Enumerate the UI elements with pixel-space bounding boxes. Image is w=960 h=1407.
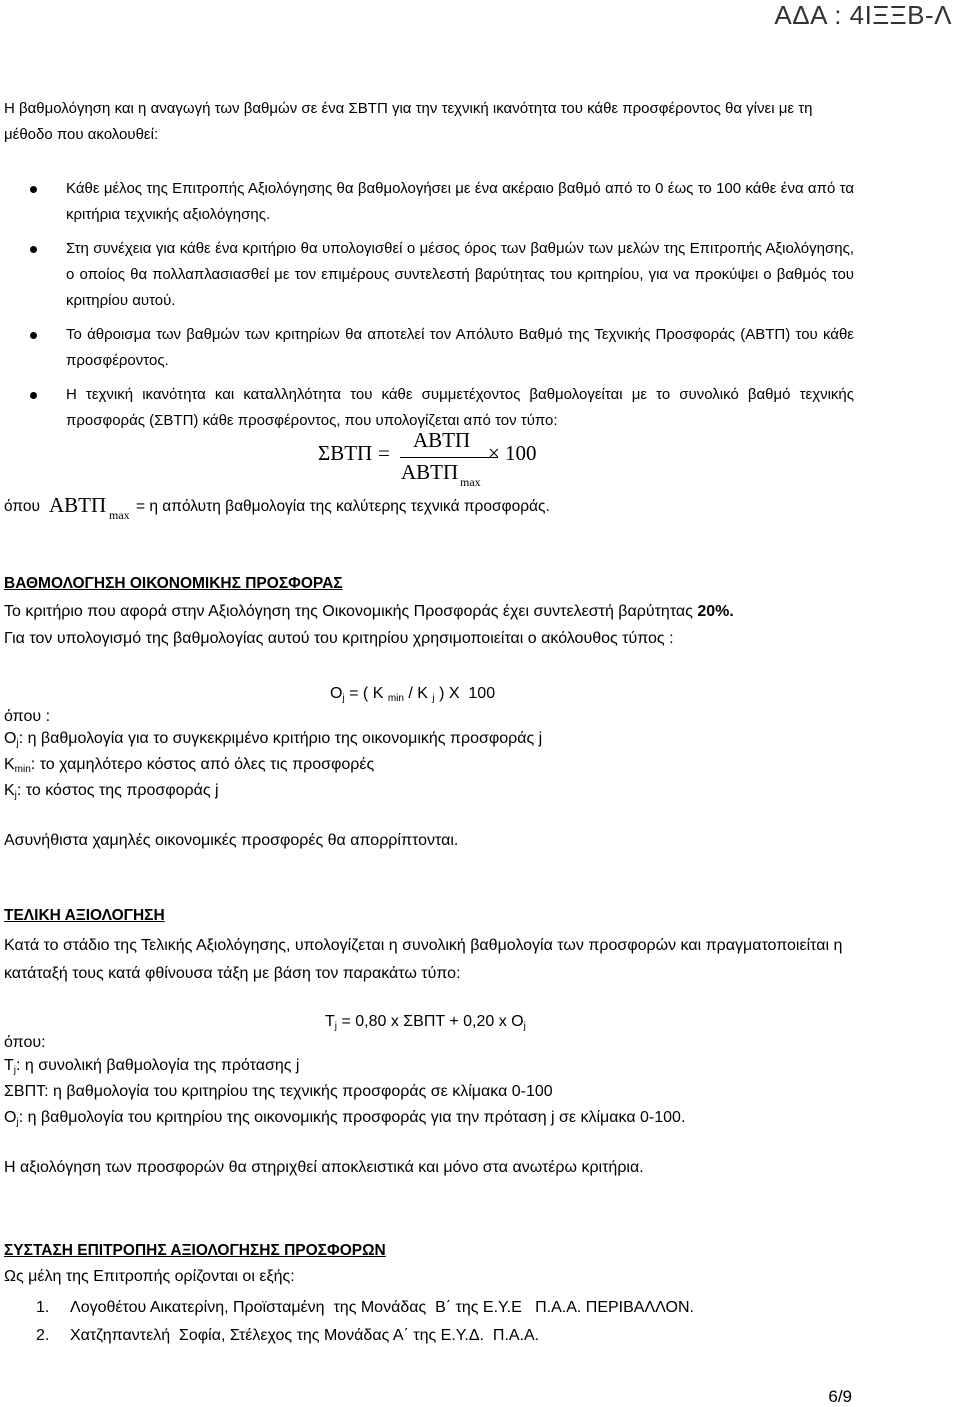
definition-symbol: K (4, 782, 15, 799)
formula-o-subscript: j (342, 693, 345, 704)
denominator-subscript: max (460, 475, 481, 489)
formula-t-symbol: T (325, 1013, 335, 1030)
list-item (30, 176, 854, 228)
formula-o-symbol: O (330, 685, 343, 702)
fraction-numerator: ΑΒΤΠ (413, 428, 471, 452)
list-item-text: Στη συνέχεια για κάθε ένα κριτήριο θα υπολογισθεί ο μέσος όρος των βαθμών των μελών της Επιτροπής Αξιολόγησης, ο οποίος θα πολλαπλασιασθεί με τον επιμέρους συντελεστή βαρύτητας του κριτηρίου, για να προκύψει ο βαθμός του κριτηρίου αυτού. (66, 240, 854, 309)
factor-value: 100 (505, 441, 537, 465)
definition-line (4, 756, 374, 775)
final-paragraph: Κατά το στάδιο της Τελικής Αξιολόγησης, υπολογίζεται η συνολική βαθμολογία των προσφορών και πραγματοποιείται η κατάταξή τους κατά φθίνουσα τάξη με βάση τον παρακάτω τύπο: (4, 937, 843, 982)
formula-o-subscript: j (523, 1021, 526, 1032)
committee-heading: ΣΥΣΤΑΣΗ ΕΠΙΤΡΟΠΗΣ ΑΞΙΟΛΟΓΗΣΗΣ ΠΡΟΣΦΟΡΩΝ (4, 1242, 386, 1259)
definition-subscript: j (16, 738, 19, 749)
bullet-icon (30, 246, 37, 253)
sbtp-label: ΣΒΤΠ (318, 441, 373, 465)
formula-part: = 0,80 x ΣΒΠΤ + 0,20 x O (337, 1013, 524, 1030)
definition-subscript: min (14, 764, 31, 775)
economic-weight-text: Το κριτήριο που αφορά στην Αξιολόγηση της Οικονομικής Προσφοράς έχει συντελεστή βαρύτητας (4, 603, 693, 620)
economic-formula-intro: Για τον υπολογισμό της βαθμολογίας αυτού του κριτηρίου χρησιμοποιείται ο ακόλουθος τύπος : (4, 630, 674, 647)
list-item (30, 236, 854, 314)
list-item (36, 1322, 694, 1350)
definition-line (4, 782, 219, 801)
list-item (30, 322, 854, 374)
final-heading: ΤΕΛΙΚΗ ΑΞΙΟΛΟΓΗΣΗ (4, 907, 165, 924)
bullet-icon (30, 186, 37, 193)
formula-kj-subscript: j (432, 693, 435, 704)
definition-text: : η συνολική βαθμολογία της πρότασης j (16, 1057, 300, 1074)
definition-symbol: ΣΒΠΤ (4, 1083, 45, 1100)
formula-part: / K (403, 685, 433, 702)
where-label: όπου (4, 498, 40, 515)
definition-text: : η βαθμολογία του κριτηρίου της οικονομικής προσφοράς για την πρόταση j σε κλίμακα 0-100. (18, 1109, 686, 1126)
definition-text: : η βαθμολογία για το συγκεκριμένο κριτήριο της οικονομικής προσφοράς j (18, 730, 543, 747)
definition-line (4, 1057, 299, 1076)
definition-line (4, 730, 542, 749)
abtp-symbol: ΑΒΤΠ (49, 493, 107, 517)
economic-weight-line (4, 603, 734, 621)
definition-symbol: K (4, 756, 15, 773)
times-sign: × (488, 441, 500, 465)
committee-intro: Ως μέλη της Επιτροπής ορίζονται οι εξής: (4, 1268, 295, 1285)
fraction-denominator: ΑΒΤΠ (401, 460, 459, 484)
definition-text: : το κόστος της προσφοράς j (16, 782, 219, 799)
list-item-text: Κάθε μέλος της Επιτροπής Αξιολόγησης θα βαθμολογήσει με ένα ακέραιο βαθμό από το 0 έως το 100 κάθε ένα από τα κριτήρια τεχνικής αξιολόγησης. (66, 180, 854, 223)
list-item (36, 1294, 694, 1322)
definition-line (4, 1083, 553, 1101)
intro-paragraph: Η βαθμολόγηση και η αναγωγή των βαθμών σε ένα ΣΒΤΠ για την τεχνική ικανότητα του κάθε προσφέροντος θα γίνει με τη μέθοδο που ακολουθεί: (4, 100, 813, 143)
fraction-bar (400, 457, 498, 458)
definition-symbol: O (4, 1109, 17, 1126)
definition-subscript: j (13, 1065, 17, 1076)
definition-text: : η βαθμολογία του κριτηρίου της τεχνικής προσφοράς σε κλίμακα 0-100 (44, 1083, 553, 1100)
list-item-text: Το άθροισμα των βαθμών των κριτηρίων θα αποτελεί τον Απόλυτο Βαθμό της Τεχνικής Προσφοράς (ΑΒΤΠ) του κάθε προσφέροντος. (66, 326, 854, 369)
definition-line (4, 1109, 685, 1128)
definition-subscript: j (16, 1117, 19, 1128)
definition-symbol: T (4, 1057, 14, 1074)
abtp-definition: = η απόλυτη βαθμολογία της καλύτερης τεχνικά προσφοράς. (136, 498, 550, 515)
list-item-number: 2. (36, 1327, 50, 1344)
economic-formula (330, 685, 495, 704)
final-where-label: όπου: (4, 1034, 46, 1051)
formula-part: = ( K (344, 685, 388, 702)
definition-text: : το χαμηλότερο κόστος από όλες τις προσφορές (30, 756, 375, 773)
list-item-text: Χατζηπαντελή Σοφία, Στέλεχος της Μονάδας Α΄ της Ε.Υ.Δ. Π.Α.Α. (70, 1327, 540, 1344)
document-id-header: ΑΔΑ : 4ΙΞΞΒ-Λ (774, 0, 952, 30)
formula-t-subscript: j (334, 1021, 338, 1032)
equals-sign: = (378, 441, 390, 465)
definition-symbol: O (4, 730, 17, 747)
list-item-text: Λογοθέτου Αικατερίνη, Προϊσταμένη της Μονάδας Β΄ της Ε.Υ.Ε Π.Α.Α. ΠΕΡΙΒΑΛΛΟΝ. (70, 1299, 694, 1316)
list-item (30, 382, 854, 434)
economic-where-label: όπου : (4, 708, 51, 725)
page-number: 6/9 (828, 1387, 852, 1406)
evaluation-steps-list (30, 176, 854, 442)
abtp-subscript: max (109, 508, 130, 522)
economic-note: Ασυνήθιστα χαμηλές οικονομικές προσφορές θα απορρίπτονται. (4, 832, 459, 849)
economic-heading: ΒΑΘΜΟΛΟΓΗΣΗ ΟΙΚΟΝΟΜΙΚΗΣ ΠΡΟΣΦΟΡΑΣ (4, 575, 343, 592)
committee-members-list (36, 1294, 694, 1350)
list-item-text: Η τεχνική ικανότητα και καταλληλότητα του κάθε συμμετέχοντος βαθμολογείται με το συνολικό βαθμό τεχνικής προσφοράς (ΣΒΤΠ) κάθε προσφέροντος, που υπολογίζεται από τον τύπο: (66, 386, 854, 429)
definition-subscript: j (14, 790, 17, 801)
bullet-icon (30, 392, 37, 399)
final-note: Η αξιολόγηση των προσφορών θα στηριχθεί αποκλειστικά και μόνο στα ανωτέρω κριτήρια. (4, 1159, 644, 1176)
formula-kmin-subscript: min (387, 693, 404, 704)
final-formula (325, 1013, 526, 1032)
bullet-icon (30, 332, 37, 339)
economic-weight-value: 20%. (697, 603, 734, 620)
formula-part: ) X 100 (434, 685, 496, 702)
list-item-number: 1. (36, 1299, 50, 1316)
